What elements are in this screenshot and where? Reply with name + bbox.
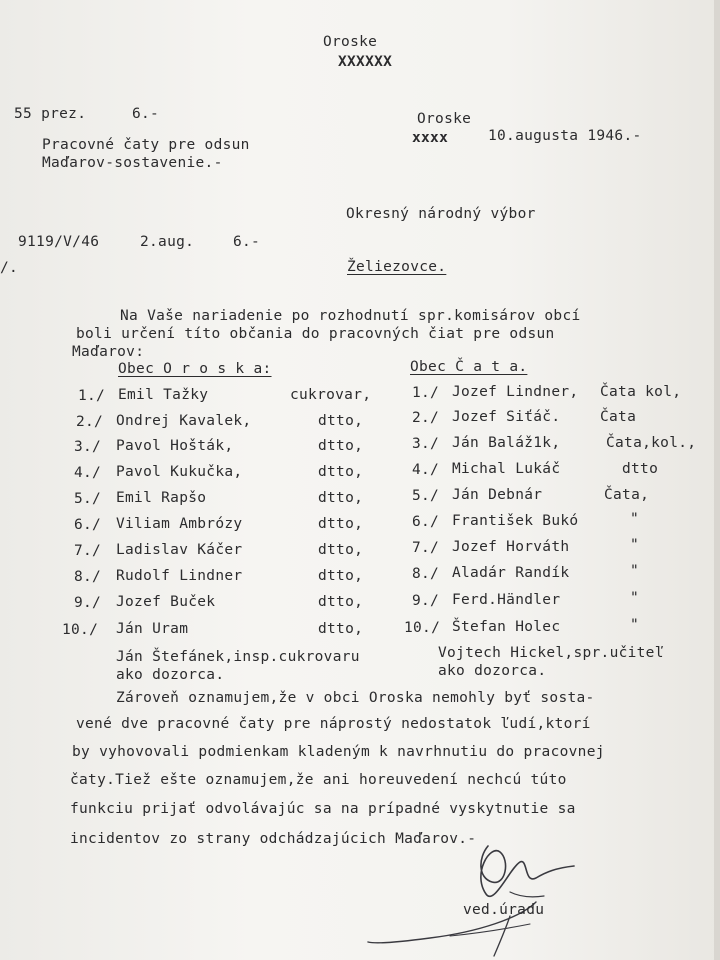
left-item-num: 5./ bbox=[74, 491, 102, 507]
right-item-num: 9./ bbox=[412, 593, 440, 609]
ref2-suffix: 6.- bbox=[233, 234, 261, 250]
reference-suffix: 6.- bbox=[132, 106, 160, 122]
right-item-name: Ferd.Händler bbox=[452, 592, 561, 608]
signature-title: ved.úradu bbox=[463, 902, 545, 918]
right-item-note: " bbox=[630, 590, 640, 606]
right-item-num: 7./ bbox=[412, 540, 440, 556]
left-item-note: dtto, bbox=[318, 438, 364, 454]
closing-line-2: vené dve pracovné čaty pre náprostý nedostatok ľudí,ktorí bbox=[76, 716, 591, 732]
right-item-name: Štefan Holec bbox=[452, 619, 561, 635]
right-item-num: 6./ bbox=[412, 514, 440, 530]
left-item-note: dtto, bbox=[318, 516, 364, 532]
right-item-name: Aladár Randík bbox=[452, 565, 570, 581]
left-item-num: 3./ bbox=[74, 439, 102, 455]
closing-line-6: incidentov zo strany odchádzajúcich Maďarov.- bbox=[70, 831, 477, 847]
right-item-note: " bbox=[630, 617, 640, 633]
right-item-num: 8./ bbox=[412, 566, 440, 582]
right-supervisor-line-2: ako dozorca. bbox=[438, 663, 547, 679]
right-item-note: dtto bbox=[622, 461, 659, 477]
left-item-name: Pavol Hošták, bbox=[116, 438, 234, 454]
left-item-name: Emil Rapšo bbox=[116, 490, 207, 506]
right-item-num: 3./ bbox=[412, 436, 440, 452]
recipient-office: Okresný národný výbor bbox=[346, 206, 536, 222]
right-item-num: 2./ bbox=[412, 410, 440, 426]
left-item-note: dtto, bbox=[318, 490, 364, 506]
right-item-name: Ján Debnár bbox=[452, 487, 543, 503]
closing-line-4: čaty.Tiež ešte oznamujem,že ani horeuvedení nechcú túto bbox=[70, 772, 567, 788]
right-item-num: 5./ bbox=[412, 488, 440, 504]
right-item-note: Čata, bbox=[604, 487, 650, 503]
ref2-date: 2.aug. bbox=[140, 234, 195, 250]
left-item-note: dtto, bbox=[318, 464, 364, 480]
left-item-note: dtto, bbox=[318, 621, 364, 637]
right-item-num: 10./ bbox=[404, 620, 441, 636]
right-item-note: Čata bbox=[600, 409, 637, 425]
left-item-name: Pavol Kukučka, bbox=[116, 464, 243, 480]
right-heading: Obec Č a t a. bbox=[410, 359, 528, 375]
right-item-name: František Bukó bbox=[452, 513, 579, 529]
right-item-note: Čata,kol., bbox=[606, 435, 697, 451]
right-item-name: Jozef Horváth bbox=[452, 539, 570, 555]
left-supervisor-line-2: ako dozorca. bbox=[116, 667, 225, 683]
intro-line-3: Maďarov: bbox=[72, 344, 145, 360]
right-item-note: Čata kol, bbox=[600, 384, 682, 400]
right-item-note: " bbox=[630, 537, 640, 553]
left-item-note: dtto, bbox=[318, 413, 364, 429]
left-item-name: Ján Uram bbox=[116, 621, 189, 637]
closing-line-5: funkciu prijať odvolávajúc sa na prípadné vyskytnutie sa bbox=[70, 801, 576, 817]
left-item-name: Ladislav Káčer bbox=[116, 542, 243, 558]
left-item-name: Jozef Buček bbox=[116, 594, 216, 610]
left-item-note: cukrovar, bbox=[290, 387, 372, 403]
left-item-num: 10./ bbox=[62, 622, 99, 638]
right-item-note: " bbox=[630, 563, 640, 579]
intro-line-2: boli určení títo občania do pracovných čiat pre odsun bbox=[76, 326, 555, 342]
right-item-name: Jozef Siťáč. bbox=[452, 409, 561, 425]
left-item-num: 9./ bbox=[74, 595, 102, 611]
left-supervisor-line-1: Ján Štefánek,insp.cukrovaru bbox=[116, 649, 360, 665]
ref2-margin: /. bbox=[0, 260, 19, 276]
subject-line-2: Maďarov-sostavenie.- bbox=[42, 155, 223, 171]
left-item-num: 2./ bbox=[76, 414, 104, 430]
letter-date: 10.augusta 1946.- bbox=[488, 128, 642, 144]
right-item-num: 4./ bbox=[412, 462, 440, 478]
right-item-num: 1./ bbox=[412, 385, 440, 401]
left-item-num: 7./ bbox=[74, 543, 102, 559]
reference-number: 55 prez. bbox=[14, 106, 87, 122]
left-item-note: dtto, bbox=[318, 594, 364, 610]
left-item-note: dtto, bbox=[318, 542, 364, 558]
subject-line-1: Pracovné čaty pre odsun bbox=[42, 137, 250, 153]
right-supervisor-line-1: Vojtech Hickel,spr.učiteľ bbox=[438, 645, 664, 661]
page-edge bbox=[714, 0, 720, 960]
letterhead-place: Oroske bbox=[323, 34, 378, 50]
left-item-num: 8./ bbox=[74, 569, 102, 585]
letterhead-struck: XXXXXX bbox=[338, 54, 393, 70]
right-item-name: Jozef Lindner, bbox=[452, 384, 579, 400]
signature-scribble bbox=[360, 838, 590, 960]
left-item-num: 1./ bbox=[78, 388, 106, 404]
intro-line-1: Na Vaše nariadenie po rozhodnutí spr.komisárov obcí bbox=[120, 308, 581, 324]
left-heading: Obec O r o s k a: bbox=[118, 361, 272, 377]
left-item-note: dtto, bbox=[318, 568, 364, 584]
left-item-name: Rudolf Lindner bbox=[116, 568, 243, 584]
closing-line-1: Zároveň oznamujem,že v obci Oroska nemohly byť sosta- bbox=[116, 690, 595, 706]
right-item-name: Ján Baláž1k, bbox=[452, 435, 561, 451]
right-item-name: Michal Lukáč bbox=[452, 461, 561, 477]
left-item-name: Ondrej Kavalek, bbox=[116, 413, 252, 429]
place-struck: xxxx bbox=[412, 130, 449, 146]
right-item-note: " bbox=[630, 511, 640, 527]
recipient-town: Želiezovce. bbox=[347, 259, 447, 275]
left-item-name: Emil Tažky bbox=[118, 387, 209, 403]
ref2-number: 9119/V/46 bbox=[18, 234, 100, 250]
closing-line-3: by vyhovovali podmienkam kladeným k navrhnutiu do pracovnej bbox=[72, 744, 605, 760]
left-item-name: Viliam Ambrózy bbox=[116, 516, 243, 532]
left-item-num: 4./ bbox=[74, 465, 102, 481]
left-item-num: 6./ bbox=[74, 517, 102, 533]
place-name: Oroske bbox=[417, 111, 472, 127]
